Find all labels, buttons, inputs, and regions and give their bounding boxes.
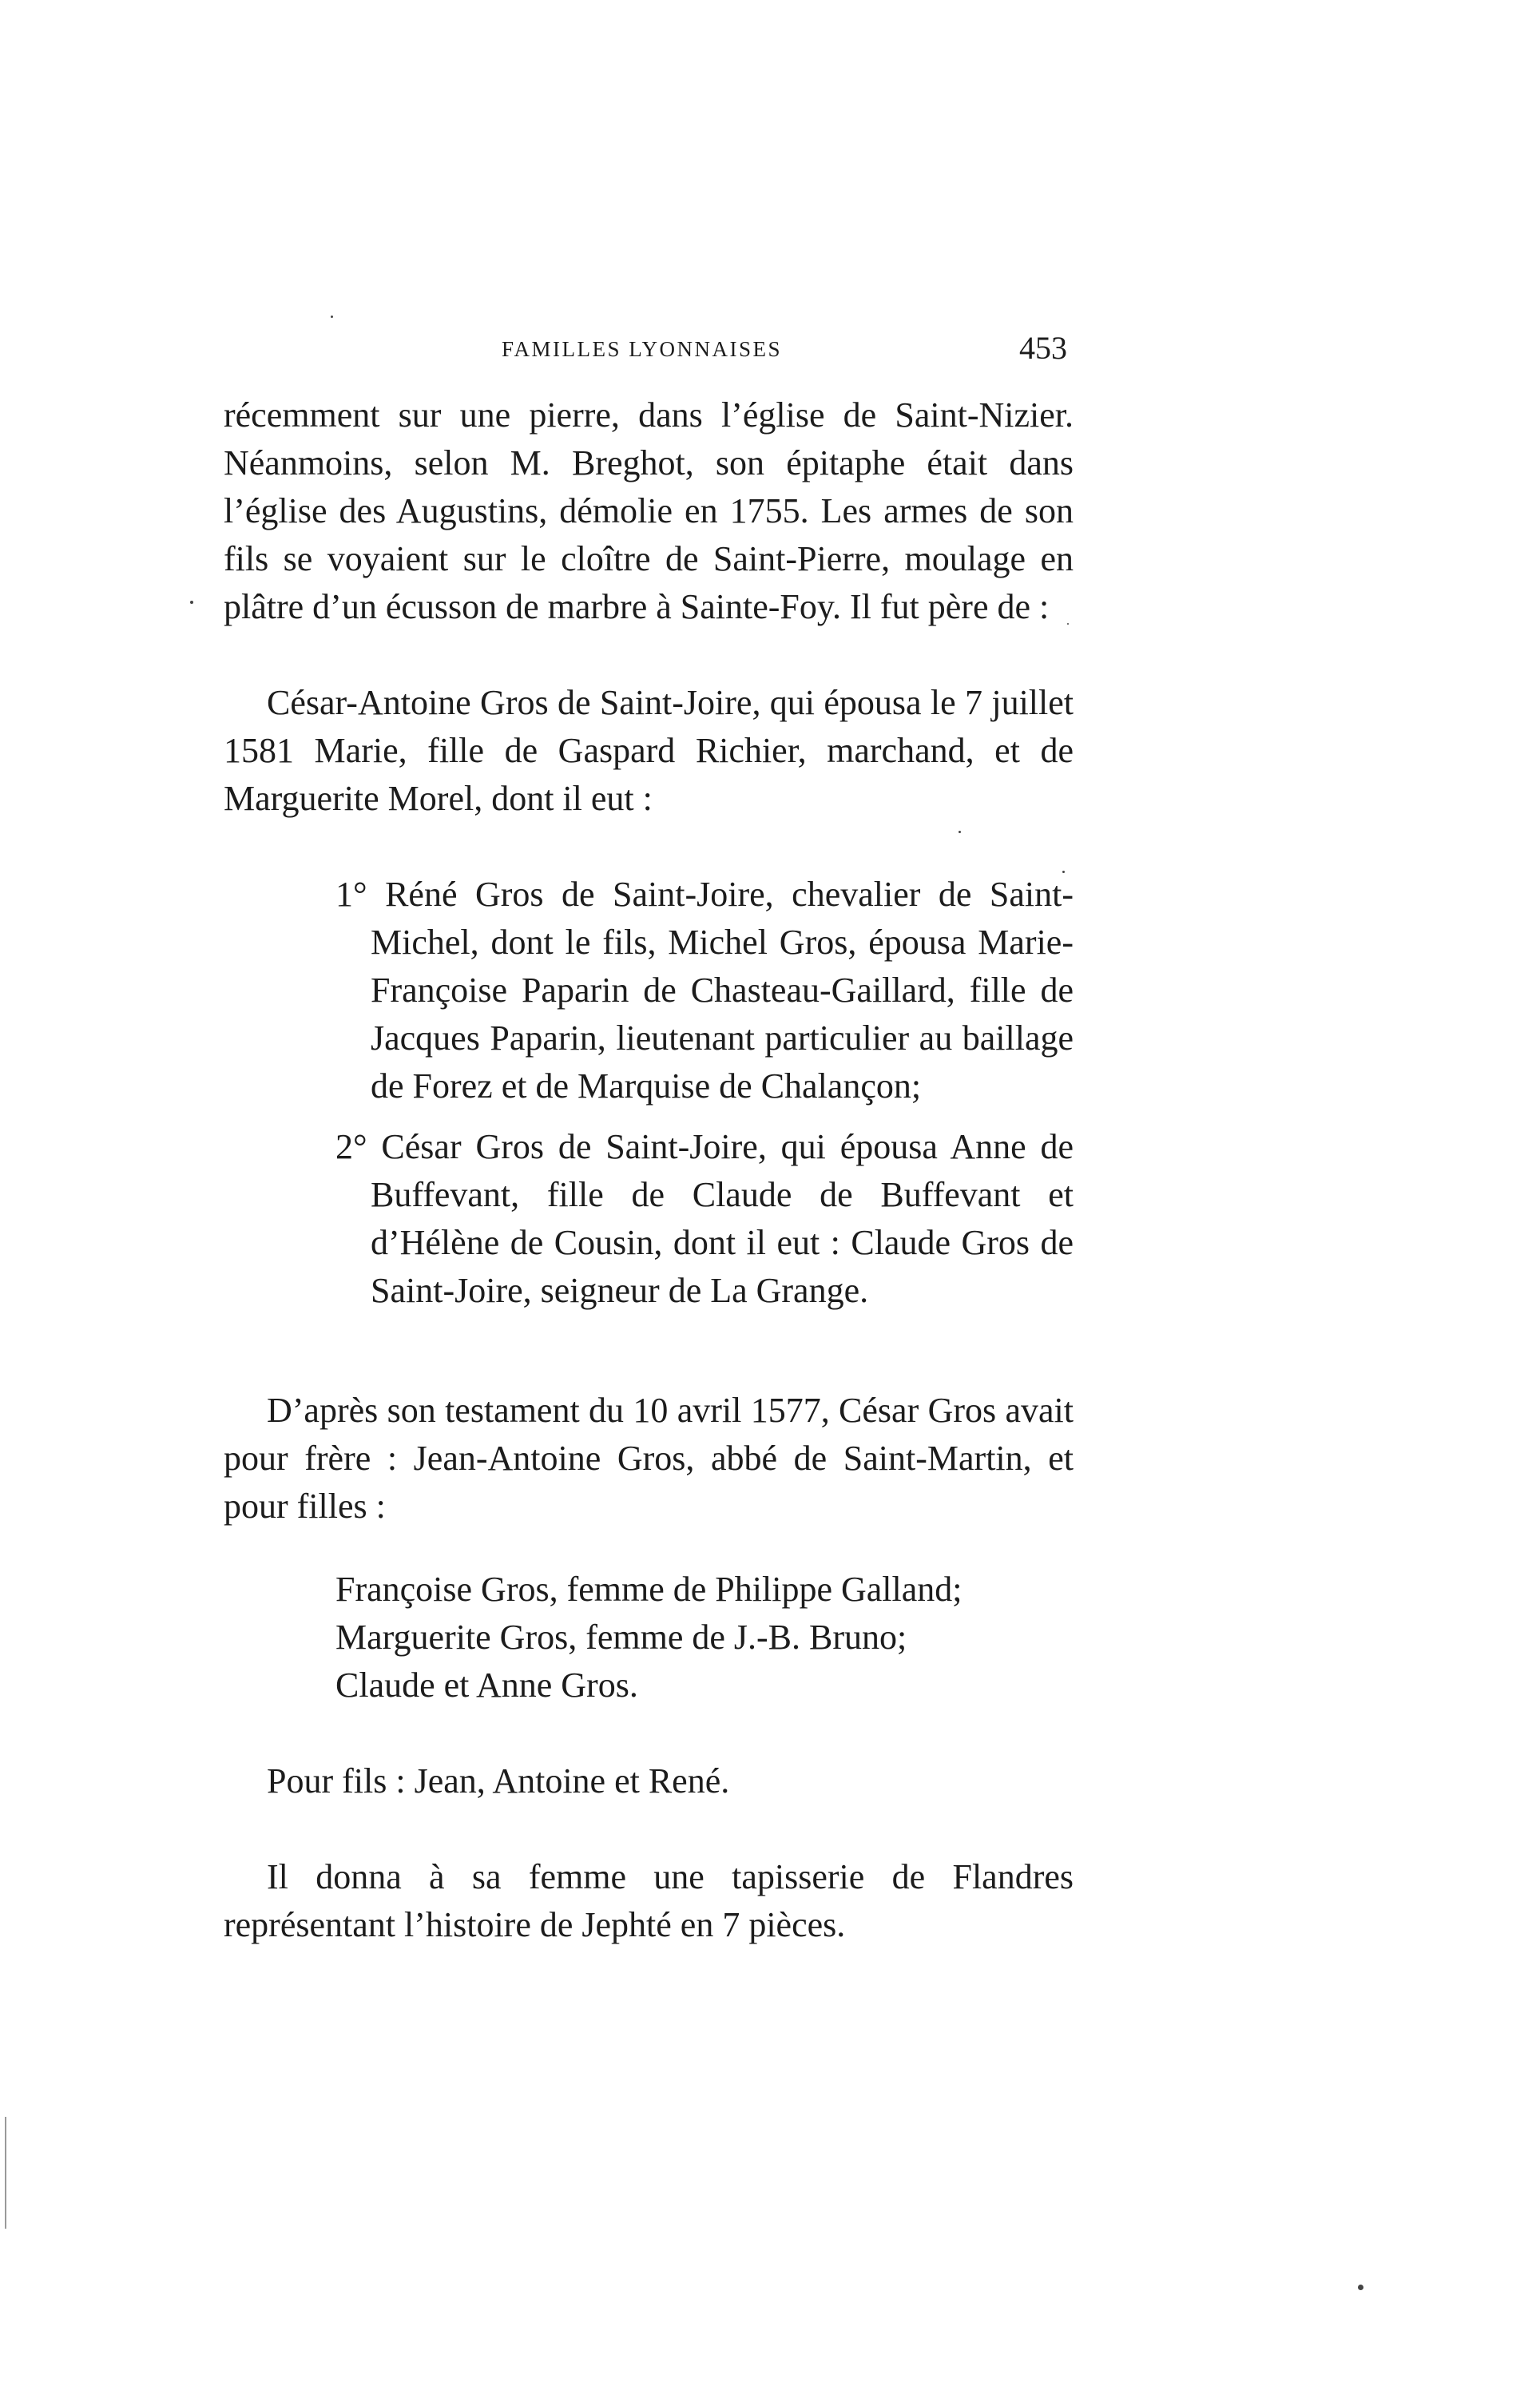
page-number: 453 [1019,330,1067,366]
list-item-cesar: 2° César Gros de Saint-Joire, qui épousa Anne de Buffevant, fille de Claude de Buffevant et d’Hélène de Cousin, dont il eut : Claude Gros de Saint-Joire, seigneur de La Grange. [335,1127,1074,1310]
paragraph-continued: récemment sur une pierre, dans l’église de Saint-Nizier. Néanmoins, selon M. Breghot, son épitaphe était dans l’église des Augustins, démolie en 1755. Les armes de son fils se voyaient sur le cloître de Saint-Pierre, moulage en plâtre d’un écusson de marbre à Sainte-Foy. Il fut père de : [224,395,1074,626]
daughter-line: Françoise Gros, femme de Philippe Galland; [335,1570,963,1609]
list-item-rene: 1° Réné Gros de Saint-Joire, chevalier de Saint-Michel, dont le fils, Michel Gros, épousa Marie-Françoise Paparin de Chasteau-Gaillard, fille de Jacques Paparin, lieutenant particulier au baillage de Forez et de Marquise de Chalançon; [335,875,1074,1106]
daughters-list [224,1566,1074,1709]
page-body [224,391,1074,1949]
scan-edge-mark [5,2117,6,2229]
paragraph-sons: Pour fils : Jean, Antoine et René. [267,1761,730,1801]
paragraph-cesar-antoine: César-Antoine Gros de Saint-Joire, qui épousa le 7 juillet 1581 Marie, fille de Gaspard Richier, marchand, et de Marguerite Morel, dont il eut : [224,683,1074,818]
paragraph-tapestry: Il donna à sa femme une tapisserie de Flandres représentant l’histoire de Jephté en 7 pièces. [224,1857,1074,1944]
daughter-line: Marguerite Gros, femme de J.-B. Bruno; [335,1618,907,1657]
paragraph-testament: D’après son testament du 10 avril 1577, César Gros avait pour frère : Jean-Antoine Gros, abbé de Saint-Martin, et pour filles : [224,1391,1074,1526]
running-title: FAMILLES LYONNAISES [502,337,783,361]
daughter-line: Claude et Anne Gros. [335,1666,638,1705]
running-head [224,330,1074,371]
